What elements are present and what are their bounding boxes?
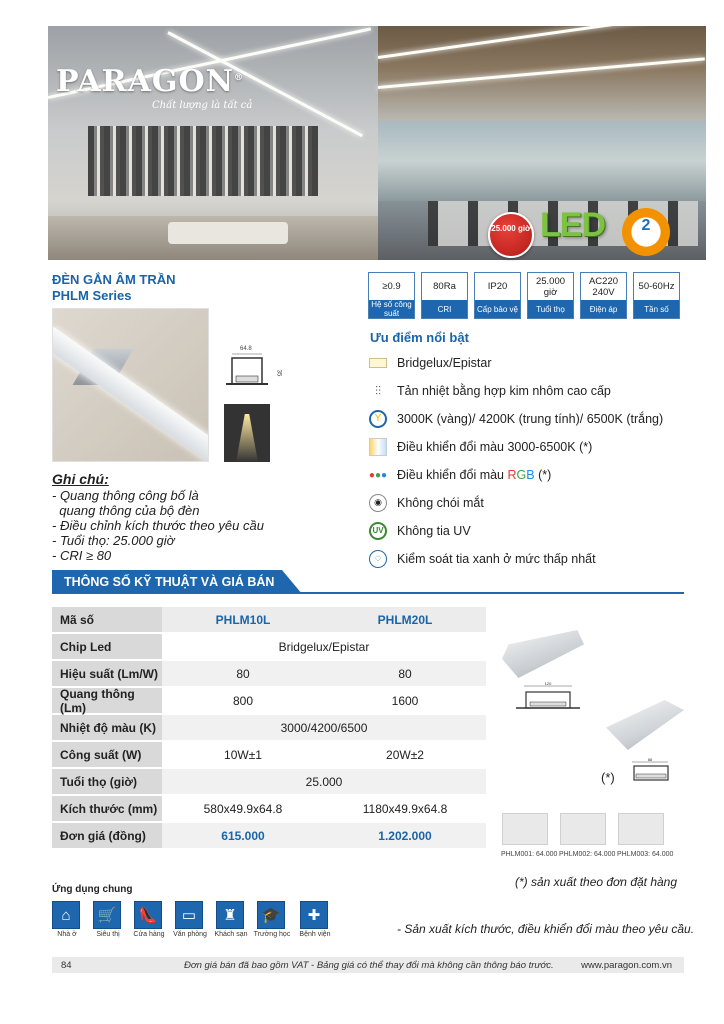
brand-name: PARAGON [56, 64, 235, 99]
table-row [52, 823, 486, 850]
warranty-years: 2 [641, 217, 651, 234]
table-row [52, 769, 486, 796]
accessory-photo [560, 813, 606, 845]
heat-sink-icon: ⫶⫶ [374, 383, 381, 398]
profile-diagram [224, 352, 270, 392]
house-icon: ⌂ [52, 901, 80, 929]
notes [52, 472, 264, 563]
bench [168, 222, 288, 244]
note-line: - Điều chỉnh kích thước theo yêu cầu [52, 518, 264, 533]
beam-diagram [224, 404, 270, 462]
advantage-item [368, 548, 596, 570]
applications-note: - Sản xuất kích thước, điều khiển đổi màu theo yêu cầu. [397, 922, 695, 936]
table-row [52, 688, 486, 715]
advantage-text: Không tia UV [397, 524, 471, 538]
row-label: Chip Led [52, 634, 162, 659]
hero-banner [48, 26, 706, 260]
table-row [52, 742, 486, 769]
website-link[interactable]: www.paragon.com.vn [581, 959, 672, 971]
advantage-text: 3000K (vàng)/ 4200K (trung tính)/ 6500K (trắng) [397, 412, 664, 426]
spec-value: IP20 [487, 281, 508, 292]
product-photo-wide [502, 630, 584, 678]
section-title: THÔNG SỐ KỸ THUẬT VÀ GIÁ BÁN [64, 575, 275, 589]
rgb-letter-g: G [516, 468, 527, 482]
application-label: Văn phòng [173, 931, 207, 938]
section-header [52, 570, 684, 594]
cart-icon: 🛒 [93, 901, 121, 929]
header-label: Mã số [52, 607, 162, 632]
note-line: - Tuổi thọ: 25.000 giờ [52, 533, 175, 548]
row-value-model-2: 1.202.000 [378, 828, 432, 843]
accessory-photo [618, 813, 664, 845]
application-label: Siêu thị [96, 931, 120, 938]
advantage-item [368, 380, 611, 402]
spec-label: Tuổi thọ [528, 300, 573, 318]
product-series: PHLM Series [52, 288, 132, 303]
width-dimension: 64.8 [240, 346, 252, 352]
application-label: Bệnh viện [299, 931, 331, 938]
advantage-item [368, 520, 471, 542]
wide-dimension: 120 [544, 682, 552, 686]
office-icon: ▭ [175, 901, 203, 929]
row-value-model-2: 1180x49.9x64.8 [362, 801, 448, 816]
application-item [134, 901, 164, 929]
advantage-item [368, 408, 663, 430]
application-label: Khách sạn [214, 931, 248, 938]
page-number: 84 [61, 959, 72, 971]
accessory-label: PHLM001: 64.000 [501, 851, 558, 858]
spec-box [421, 272, 468, 319]
advantage-text [397, 468, 551, 482]
row-label: Hiệu suất (Lm/W) [52, 661, 162, 686]
advantage-text: Không chói mắt [397, 496, 484, 510]
hospital-icon: ✚ [300, 901, 328, 929]
application-item [93, 901, 123, 929]
application-label: Cửa hàng [133, 931, 165, 938]
advantage-text: Bridgelux/Epistar [397, 356, 492, 370]
paragon-logo [56, 64, 253, 111]
spec-label: CRI [422, 300, 467, 318]
row-value: Bridgelux/Epistar [278, 639, 370, 654]
surface-dimension: 88 [647, 758, 653, 762]
spec-label: Hệ số công suất [369, 300, 414, 318]
advantage-text-before: Điều khiển đổi màu [397, 468, 508, 482]
shoe-icon: 👠 [134, 901, 162, 929]
product-name: ĐÈN GẮN ÂM TRẦN [52, 272, 176, 287]
product-title [52, 272, 176, 304]
note-line: - Quang thông công bố là [52, 488, 199, 503]
advantages-title: Ưu điểm nổi bật [370, 330, 469, 345]
footer [52, 957, 684, 973]
advantage-item [368, 492, 484, 514]
application-item [52, 901, 82, 929]
footer-note: Đơn giá bán đã bao gồm VAT - Bảng giá có thể thay đổi mà không cần thông báo trước. [184, 959, 554, 971]
header-model-1: PHLM10L [215, 612, 271, 627]
spec-price-table [52, 607, 486, 850]
applications-title: Ứng dụng chung [52, 884, 133, 895]
row-value: 3000/4200/6500 [280, 720, 368, 735]
table-row [52, 661, 486, 688]
advantage-text: Tản nhiệt bằng hợp kim nhôm cao cấp [397, 384, 611, 398]
product-photo [52, 308, 209, 462]
row-label: Kích thước (mm) [52, 796, 162, 821]
accessory-label: PHLM002: 64.000 [559, 851, 616, 858]
uv-icon: UV [368, 521, 388, 541]
clothing-rack [88, 126, 318, 196]
row-label: Tuổi thọ (giờ) [52, 769, 162, 794]
custom-order-mark: (*) [601, 770, 615, 785]
lifetime-badge [488, 212, 534, 258]
row-label: Đơn giá (đồng) [52, 823, 162, 848]
rgb-letter-r: R [507, 468, 517, 482]
tunable-icon [368, 437, 388, 457]
row-value-model-2: 20W±2 [386, 747, 424, 762]
spec-value: AC220 240V [588, 275, 619, 298]
row-value-model-1: 800 [232, 693, 254, 708]
application-label: Nhà ở [57, 931, 77, 938]
registered-mark: ® [234, 73, 245, 83]
spec-box [368, 272, 415, 319]
rgb-letter-b: B [526, 468, 535, 482]
brand-tagline: Chất lượng là tất cả [152, 100, 253, 111]
table-row [52, 796, 486, 823]
table-header-row [52, 607, 486, 634]
profile-diagram-surface [624, 758, 684, 786]
blue-light-icon: ◌ [368, 549, 388, 569]
spec-box [474, 272, 521, 319]
table-row [52, 634, 486, 661]
spec-label: Điện áp [581, 300, 626, 318]
spec-value: 80Ra [433, 281, 456, 292]
office-window [378, 121, 706, 201]
warranty-badge [622, 208, 670, 256]
spec-label: Cấp bảo vệ [475, 300, 520, 318]
row-value-model-2: 80 [398, 666, 412, 681]
row-value-model-1: 10W±1 [224, 747, 262, 762]
spec-box [527, 272, 574, 319]
application-item [175, 901, 205, 929]
application-item [216, 901, 246, 929]
spec-box [633, 272, 680, 319]
table-row [52, 715, 486, 742]
header-model-2: PHLM20L [377, 612, 433, 627]
order-note: (*) sản xuất theo đơn đặt hàng [515, 875, 678, 889]
spec-value: 25.000 giờ [535, 275, 566, 298]
spec-label: Tần số [634, 300, 679, 318]
color-temperature-icon: Y [368, 409, 388, 429]
eye-icon: ◉ [368, 493, 388, 513]
application-item [300, 901, 330, 929]
advantage-text: Điều khiển đổi màu 3000-6500K (*) [397, 440, 593, 454]
spec-box [580, 272, 627, 319]
note-line: quang thông của bộ đèn [52, 503, 200, 518]
profile-diagram-wide [512, 682, 584, 716]
product-photo-surface [606, 700, 684, 750]
chip-icon [368, 353, 388, 373]
rgb-icon: ●●● [368, 469, 388, 481]
height-dimension: 35 [275, 369, 282, 377]
note-line: - CRI ≥ 80 [52, 548, 112, 563]
row-label: Công suất (W) [52, 742, 162, 767]
spec-value: 50-60Hz [638, 281, 675, 292]
row-value: 25.000 [305, 774, 343, 789]
advantage-item [368, 464, 551, 486]
application-item [257, 901, 287, 929]
application-label: Trường học [253, 931, 291, 938]
row-label: Quang thông (Lm) [52, 688, 162, 713]
accessory-photo [502, 813, 548, 845]
row-value-model-1: 580x49.9x64.8 [203, 801, 283, 816]
lifetime-badge-value: 25.000 giờ [491, 224, 531, 233]
led-label: LED [540, 206, 605, 244]
row-value-model-1: 615.000 [221, 828, 265, 843]
advantage-item [368, 352, 492, 374]
notes-title: Ghi chú: [52, 471, 109, 487]
row-label: Nhiệt độ màu (K) [52, 715, 162, 740]
advantage-text-after: (*) [534, 468, 552, 482]
advantage-item [368, 436, 592, 458]
row-value-model-2: 1600 [391, 693, 419, 708]
advantage-text: Kiểm soát tia xanh ở mức thấp nhất [397, 552, 596, 566]
accessory-label: PHLM003: 64.000 [617, 851, 674, 858]
hotel-icon: ♜ [216, 901, 244, 929]
row-value-model-1: 80 [236, 666, 250, 681]
spec-value: ≥0.9 [382, 281, 401, 292]
school-icon: 🎓 [257, 901, 285, 929]
